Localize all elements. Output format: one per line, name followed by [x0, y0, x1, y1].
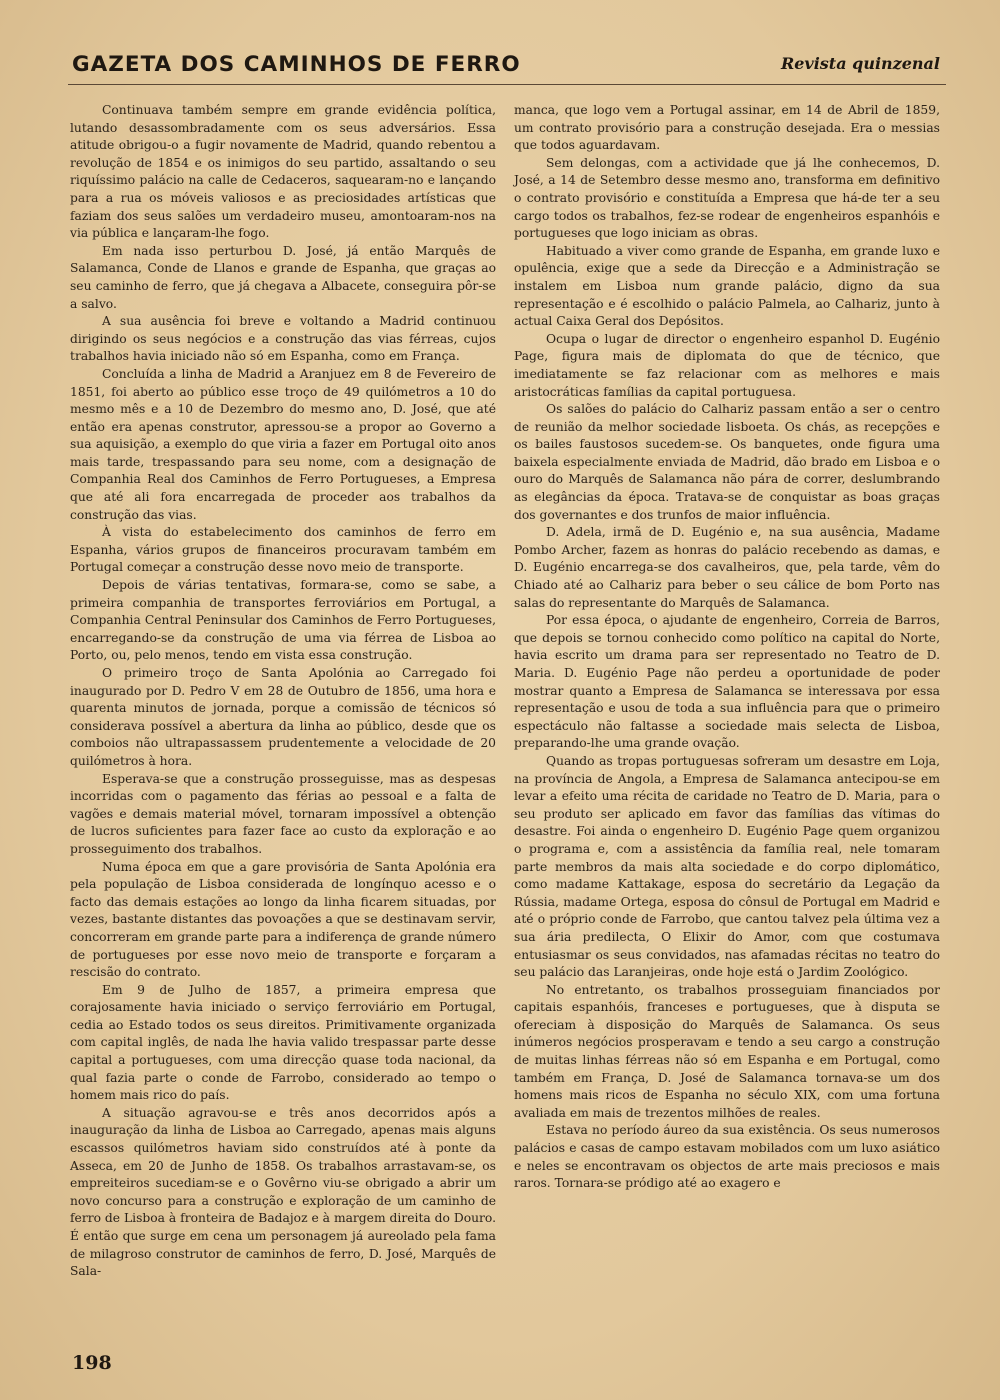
paragraph: Sem delongas, com a actividade que já lhe conhecemos, D. José, a 14 de Setembro desse mesmo ano, transforma em definitivo o contrato provisório e constituída a Empresa que há-de ter a seu cargo todos os trabalhos, fez-se rodear de engenheiros espanhóis e portugueses que logo iniciam as obras. — [514, 155, 940, 241]
paragraph: Os salões do palácio do Calhariz passam então a ser o centro de reunião da melhor sociedade lisboeta. Os chás, as recepções e os bailes faustosos sucedem-se. Os banquetes, onde figura uma baixela especialmente enviada de Madrid, dão brado em Lisboa e o ouro do Marquês de Salamanca não pára de correr, deslumbrando as elegâncias da época. Tratava-se de conquistar as boas graças dos governantes e dos trunfos de maior influência. — [514, 402, 940, 522]
paragraph: A sua ausência foi breve e voltando a Madrid continuou dirigindo os seus negócios e a construção das vias férreas, cujos trabalhos havia iniciado não só em Espanha, como em França. — [70, 314, 496, 364]
paragraph: D. Adela, irmã de D. Eugénio e, na sua ausência, Madame Pombo Archer, fazem as honras do palácio recebendo as damas, e D. Eugénio encarrega-se dos cavalheiros, que, pela tarde, vêm do Chiado até ao Calhariz para beber o seu cálice de bom Porto nas salas do representante do Marquês de Salamanca. — [514, 525, 940, 610]
paragraph-continuation: manca, que logo vem a Portugal assinar, em 14 de Abril de 1859, um contrato provisório para a construção desejada. Era o messias que todos aguardavam. — [514, 103, 940, 153]
paragraph: Numa época em que a gare provisória de Santa Apolónia era pela população de Lisboa considerada de longínquo acesso e o facto das demais estações ao longo da linha ficarem situadas, por vezes, bastante distantes das povoações a que se destinavam servir, concorreram em grande parte para a indiferença de grande número de portugueses por esse novo meio de transporte e forçaram a rescisão do contrato. — [70, 859, 496, 980]
paragraph: Esperava-se que a construção prosseguisse, mas as despesas incorridas com o pagamento das férias ao pessoal e a falta de vagões e demais material móvel, tornaram impossível a obtenção de lucros suficientes para fazer face ao custo da exploração e ao prosseguimento dos trabalhos. — [70, 771, 496, 856]
publication-title: GAZETA DOS CAMINHOS DE FERRO — [72, 52, 521, 77]
paragraph: À vista do estabelecimento dos caminhos de ferro em Espanha, vários grupos de financeiros procuravam também em Portugal começar a construção desse novo meio de transporte. — [70, 525, 496, 575]
paragraph: Habituado a viver como grande de Espanha, em grande luxo e opulência, exige que a sede da Direcção e a Administração se instalem em Lisboa num grande palácio, digno da sua representação e é escolhido o palácio Palmela, ao Calhariz, junto à actual Caixa Geral dos Depósitos. — [514, 243, 940, 329]
paragraph: Estava no período áureo da sua existência. Os seus numerosos palácios e casas de campo estavam mobilados com um luxo asiático e neles se encontravam os objectos de arte mais preciosos e mais raros. Tornara-se pródigo até ao exagero e — [514, 1123, 940, 1191]
paragraph: Por essa época, o ajudante de engenheiro, Correia de Barros, que depois se tornou conhecido como político na capital do Norte, havia escrito um drama para ser representado no Teatro de D. Maria. D. Eugénio Page não perdeu a oportunidade de poder mostrar quanto a Empresa de Salamanca se interessava por essa representação e usou de toda a sua influência para que o primeiro espectáculo não faltasse a sociedade mais selecta de Lisboa, preparando-lhe uma grande ovação. — [514, 613, 940, 751]
publication-subtitle: Revista quinzenal — [780, 54, 940, 73]
paragraph: Quando as tropas portuguesas sofreram um desastre em Loja, na província de Angola, a Empresa de Salamanca antecipou-se em levar a efeito uma récita de caridade no Teatro de D. Maria, para o seu produto ser aplicado em favor das famílias das vítimas do desastre. Foi ainda o engenheiro D. Eugénio Page quem organizou o programa e, com a assistência da família real, nele tomaram parte membros da mais alta sociedade e do corpo diplomático, como madame Kattakage, esposa do secretário da Legação da Rússia, madame Ortega, esposa do cônsul de Portugal em Madrid e até o próprio conde de Farrobo, que cantou talvez pela última vez a sua ária predilecta, O Elixir do Amor, com que costumava entusiasmar os seus convidados, nas afamadas récitas no teatro do seu palácio das Laranjeiras, onde hoje está o Jardim Zoológico. — [514, 753, 940, 980]
header — [72, 52, 940, 82]
paragraph: Continuava também sempre em grande evidência política, lutando desassombradamente com os seus adversários. Essa atitude obrigou-o a fugir novamente de Madrid, quando rebentou a revolução de 1854 e os inimigos do seu partido, assaltando o seu riquíssimo palácio na calle de Cedaceros, saquearam-no e lançando para a rua os móveis valiosos e as preciosidades artísticas que faziam dos seus salões um verdadeiro museu, amontoaram-nos na via pública e lançaram-lhe fogo. — [70, 103, 496, 241]
left-column — [70, 102, 496, 1281]
paragraph: Concluída a linha de Madrid a Aranjuez em 8 de Fevereiro de 1851, foi aberto ao público esse troço de 49 quilómetros a 10 do mesmo mês e a 10 de Dezembro do mesmo ano, D. José, que até então era apenas construtor, apressou-se a propor ao Governo a sua aquisição, a exemplo do que viria a fazer em Portugal oito anos mais tarde, trespassando para seu nome, com a designação de Companhia Real dos Caminhos de Ferro Portugueses, a Empresa que até ali fora encarregada de proceder aos trabalhos da construção das vias. — [70, 366, 496, 522]
paragraph: Depois de várias tentativas, formara-se, como se sabe, a primeira companhia de transportes ferroviários em Portugal, a Companhia Central Peninsular dos Caminhos de Ferro Portugueses, encarregando-se da construção de uma via férrea de Lisboa ao Porto, ou, pelo menos, tendo em vista essa construção. — [70, 578, 496, 663]
paragraph: Em nada isso perturbou D. José, já então Marquês de Salamanca, Conde de Llanos e grande de Espanha, que graças ao seu caminho de ferro, que já chegava a Albacete, conseguira pôr-se a salvo. — [70, 243, 496, 311]
page-number: 198 — [72, 1352, 112, 1374]
paragraph: O primeiro troço de Santa Apolónia ao Carregado foi inaugurado por D. Pedro V em 28 de Outubro de 1856, uma hora e quarenta minutos de jornada, porque a comissão de técnicos só considerava possível a abertura da linha ao público, desde que os comboios não ultrapassassem prudentemente a velocidade de 20 quilómetros à hora. — [70, 666, 496, 768]
paragraph: Ocupa o lugar de director o engenheiro espanhol D. Eugénio Page, figura mais de diplomata do que de técnico, que imediatamente se faz relacionar com as melhores e mais aristocráticas famílias da capital portuguesa. — [514, 331, 940, 399]
paragraph: No entretanto, os trabalhos prosseguiam financiados por capitais espanhóis, franceses e portugueses, que à disputa se ofereciam à disposição do Marquês de Salamanca. Os seus inúmeros negócios prosperavam e tendo a seu cargo a construção de muitas linhas férreas não só em Espanha e em Portugal, como também em França, D. José de Salamanca tornava-se um dos homens mais ricos de Espanha no século XIX, com uma fortuna avaliada em mais de trezentos milhões de reales. — [514, 982, 940, 1120]
header-rule — [68, 84, 946, 85]
paragraph: Em 9 de Julho de 1857, a primeira empresa que corajosamente havia iniciado o serviço ferroviário em Portugal, cedia ao Estado todos os seus direitos. Primitivamente organizada com capital inglês, de nada lhe havia valido trespassar parte desse capital a portugueses, com uma direcção quase toda nacional, da qual fazia parte o conde de Farrobo, considerado ao tempo o homem mais rico do país. — [70, 982, 496, 1103]
paragraph: A situação agravou-se e três anos decorridos após a inauguração da linha de Lisboa ao Carregado, apenas mais alguns escassos quilómetros haviam sido construídos até à ponte da Asseca, em 20 de Junho de 1858. Os trabalhos arrastavam-se, os empreiteiros sucediam-se e o Govêrno viu-se obrigado a abrir um novo concurso para a construção e exploração de um caminho de ferro de Lisboa à fronteira de Badajoz e à margem direita do Douro. É então que surge em cena um personagem já aureolado pela fama de milagroso construtor de caminhos de ferro, D. José, Marquês de Sala- — [70, 1105, 496, 1279]
right-column — [514, 102, 940, 1193]
